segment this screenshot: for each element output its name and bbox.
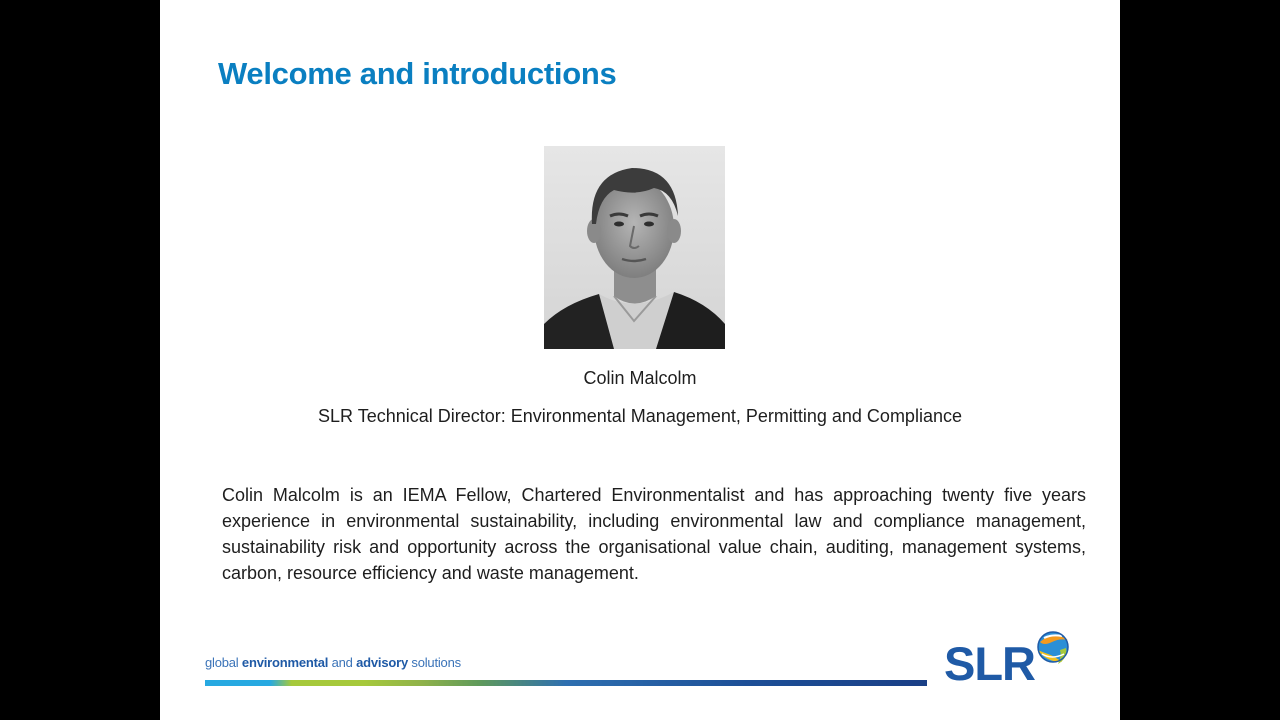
portrait-image [544,146,725,349]
tagline-part: global [205,655,242,670]
tagline-emphasis: environmental [241,655,329,670]
logo-wordmark: SLR [944,637,1035,690]
person-name: Colin Malcolm [583,368,697,388]
slide-title: Welcome and introductions [218,56,617,91]
tagline-part: and [328,655,357,670]
footer-tagline [205,655,461,670]
slr-logo [944,626,1074,692]
person-role: SLR Technical Director: Environmental Management, Permitting and Compliance [318,406,962,426]
portrait-photo [544,146,725,349]
slide [160,0,1120,720]
tagline-emphasis: advisory [356,655,408,670]
globe-swirl-icon [1032,626,1074,668]
tagline-part: solutions [407,655,461,670]
person-bio: Colin Malcolm is an IEMA Fellow, Chartered Environmentalist and has approaching twenty five years experience in environmental sustainability, including environmental law and compliance management, sustainability risk and opportunity across the organisational value chain, auditing, management systems, carbon, resource efficiency and waste management. [222,485,1086,583]
footer-color-bar [205,680,927,686]
